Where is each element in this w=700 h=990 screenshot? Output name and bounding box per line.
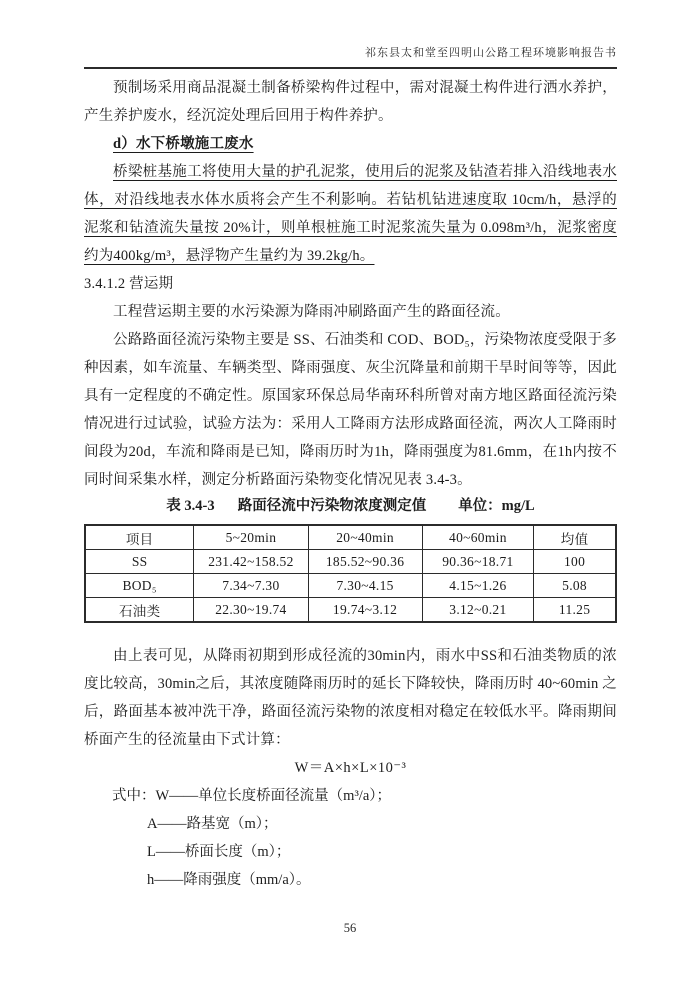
table-cell: 231.42~158.52 xyxy=(194,550,308,574)
table-cell: 19.74~3.12 xyxy=(308,598,422,623)
table-header-cell: 项目 xyxy=(85,525,194,550)
table-cell: 11.25 xyxy=(534,598,616,623)
heading-underwater-pier-wastewater: d）水下桥墩施工废水 xyxy=(113,136,254,152)
table-row xyxy=(85,598,616,623)
table-cell: 185.52~90.36 xyxy=(308,550,422,574)
runoff-formula: W＝A×h×L×10⁻³ xyxy=(294,760,407,776)
table-header-cell: 20~40min xyxy=(308,525,422,550)
table-cell: 90.36~18.71 xyxy=(422,550,534,574)
table-cell: 石油类 xyxy=(85,598,194,623)
table-cell: 3.12~0.21 xyxy=(422,598,534,623)
formula-def-h: h——降雨强度（mm/a）。 xyxy=(147,872,311,888)
pollutant-concentration-table xyxy=(84,524,617,623)
table-header-row xyxy=(85,525,616,550)
table-row xyxy=(85,574,616,598)
table-body xyxy=(85,550,616,623)
table-header-cell: 5~20min xyxy=(194,525,308,550)
table-cell: 22.30~19.74 xyxy=(194,598,308,623)
table-cell: 7.34~7.30 xyxy=(194,574,308,598)
paragraph-operation-source: 工程营运期主要的水污染源为降雨冲刷路面产生的路面径流。 xyxy=(113,304,510,320)
table-unit: 单位：mg/L xyxy=(458,498,535,514)
paragraph-runoff-pollutants: 公路路面径流污染物主要是 SS、石油类和 COD、BOD₅，污染物浓度受限于多种因素，如车流量、车辆类型、降雨强度、灰尘沉降量和前期干旱时间等等，因此具有一定程度的不确定性。原国家环保总局华南环科所曾对南方地区路面径流污染情况进行过试验，试验方法为：采用人工降雨方法形成路面径流，两次人工降雨时间段为20d，车流和降雨是已知，降雨历时为1h，降雨强度为81.6mm，在1h内按不同时间采集水样，测定分析路面污染物变化情况见表 3.4-3。 xyxy=(84,332,617,488)
page-number: 56 xyxy=(343,921,357,935)
paragraph-precast: 预制场采用商品混凝土制备桥梁构件过程中，需对混凝土构件进行洒水养护，产生养护废水，经沉淀处理后回用于构件养护。 xyxy=(84,80,617,124)
table-label: 表 3.4-3 xyxy=(166,498,215,514)
table-row xyxy=(85,550,616,574)
running-header: 祁东县太和堂至四明山公路工程环境影响报告书 xyxy=(84,46,617,69)
table-cell: 4.15~1.26 xyxy=(422,574,534,598)
table-cell: SS xyxy=(85,550,194,574)
table-cell: 7.30~4.15 xyxy=(308,574,422,598)
table-cell: BOD₅ xyxy=(85,574,194,598)
formula-def-A: A——路基宽（m）； xyxy=(147,816,278,832)
document-content xyxy=(84,74,617,894)
formula-def-W: 式中：W——单位长度桥面径流量（m³/a）； xyxy=(112,788,392,804)
formula-def-L: L——桥面长度（m）； xyxy=(147,844,291,860)
table-caption: 路面径流中污染物浓度测定值 xyxy=(237,498,427,514)
table-cell: 100 xyxy=(534,550,616,574)
table-header-cell: 均值 xyxy=(534,525,616,550)
section-heading-operation-period: 3.4.1.2 营运期 xyxy=(84,276,174,292)
table-cell: 5.08 xyxy=(534,574,616,598)
table-header-cell: 40~60min xyxy=(422,525,534,550)
table-title xyxy=(84,495,617,517)
paragraph-after-table: 由上表可见，从降雨初期到形成径流的30min内，雨水中SS和石油类物质的浓度比较高，30min之后，其浓度随降雨历时的延长下降较快，降雨历时 40~60min 之后，路面基本被冲洗干净，路面径流污染物的浓度相对稳定在较低水平。降雨期间桥面产生的径流量由下式计算： xyxy=(84,648,618,748)
paragraph-pile-slurry: 桥梁桩基施工将使用大量的护孔泥浆，使用后的泥浆及钻渣若排入沿线地表水体，对沿线地表水体水质将会产生不利影响。若钻机钻进速度取 10cm/h，悬浮的泥浆和钻渣流失量按 20%计，则单根桩施工时泥浆流失量为 0.098m³/h，泥浆密度约为400kg/m³，悬浮物产生量约为 39.2kg/h。 xyxy=(84,164,617,264)
